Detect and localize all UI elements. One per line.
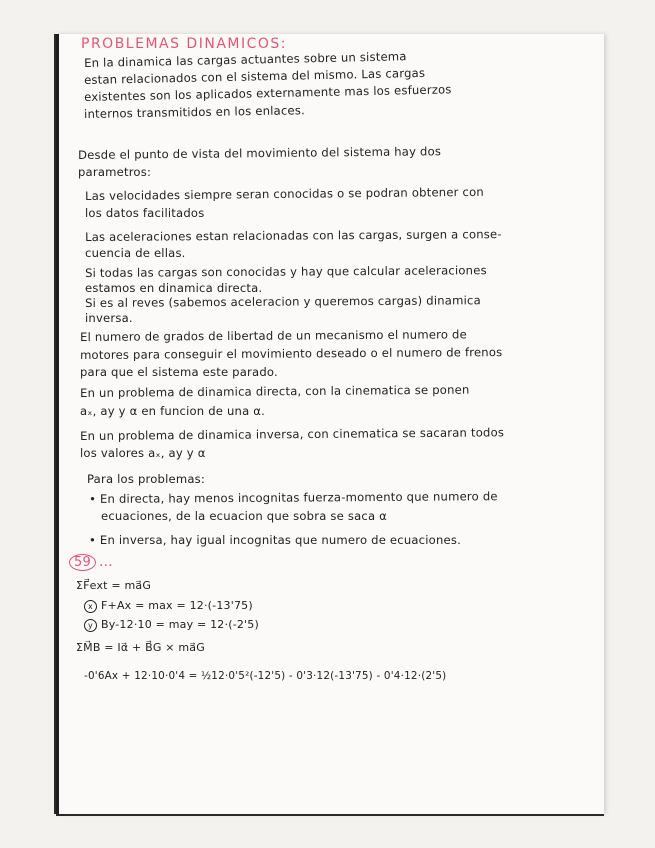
accelerations-line-1: Las aceleraciones estan relacionadas con las cargas, surgen a conse- xyxy=(84,227,502,244)
inverse-dynamics-line-2: inversa. xyxy=(85,311,133,325)
problem-heading xyxy=(69,554,113,571)
page-edge xyxy=(56,34,59,814)
direct-dynamics-line-1: Si todas las cargas son conocidas y hay que calcular aceleraciones xyxy=(84,263,487,280)
problem-number: 59 xyxy=(69,554,96,571)
degrees-freedom-line-3: para que el sistema este parado. xyxy=(80,365,278,379)
inverse-dynamics-line-1: Si es al reves (sabemos aceleracion y queremos cargas) dinamica xyxy=(84,293,481,310)
notebook-page xyxy=(56,34,604,814)
equation-force-sum: ΣF⃗ext = ma⃗G xyxy=(76,579,152,592)
bullet-direct-line-1: • En directa, hay menos incognitas fuerza-momento que numero de xyxy=(88,489,498,506)
equation-x-text: F+Ax = max = 12·(-13'75) xyxy=(101,599,253,612)
equation-y xyxy=(84,618,259,632)
inverse-problem-line-2: los valores aₓ, ay y α xyxy=(80,446,206,460)
params-line-1: Desde el punto de vista del movimiento del sistema hay dos xyxy=(77,144,442,162)
degrees-freedom-line-2: motores para conseguir el movimiento deseado o el numero de frenos xyxy=(79,345,503,362)
degrees-freedom-line-1: El numero de grados de libertad de un mecanismo el numero de xyxy=(79,327,467,344)
intro-line-3: existentes son los aplicados externamente mas los esfuerzos xyxy=(83,82,452,104)
page-title: PROBLEMAS DINAMICOS: xyxy=(81,36,287,52)
equation-moment-expanded: -0'6Ax + 12·10·0'4 = ½12·0'5²(-12'5) - 0'3·12(-13'75) - 0'4·12·(2'5) xyxy=(84,670,447,682)
intro-line-4: internos transmitidos en los enlaces. xyxy=(83,103,306,121)
params-line-2: parametros: xyxy=(78,165,152,179)
inverse-problem-line-1: En un problema de dinamica inversa, con cinematica se sacaran todos xyxy=(79,425,505,443)
problems-heading: Para los problemas: xyxy=(87,472,205,486)
bullet-direct-line-2: ecuaciones, de la ecuacion que sobra se saca α xyxy=(101,509,387,523)
equation-x xyxy=(84,599,253,613)
accelerations-line-2: cuencia de ellas. xyxy=(85,246,186,260)
direct-problem-line-2: aₓ, ay y α en funcion de una α. xyxy=(80,404,266,418)
bullet-inverse: • En inversa, hay igual incognitas que numero de ecuaciones. xyxy=(89,533,461,547)
velocities-line-1: Las velocidades siempre seran conocidas o se podran obtener con xyxy=(84,184,484,203)
velocities-line-2: los datos facilitados xyxy=(85,206,205,220)
x-axis-symbol: x xyxy=(84,600,97,613)
intro-line-1: En la dinamica las cargas actuantes sobre un sistema xyxy=(83,49,407,70)
equation-moment-sum: ΣM⃗B = Iα⃗ + B⃗G × ma⃗G xyxy=(76,641,205,654)
y-axis-symbol: y xyxy=(84,619,97,632)
direct-dynamics-line-2: estamos en dinamica directa. xyxy=(85,281,263,295)
intro-line-2: estan relacionados con el sistema del mismo. Las cargas xyxy=(83,65,426,87)
equation-y-text: By-12·10 = may = 12·(-2'5) xyxy=(101,618,259,631)
problem-dots: ... xyxy=(98,554,113,570)
direct-problem-line-1: En un problema de dinamica directa, con la cinematica se ponen xyxy=(79,382,470,400)
